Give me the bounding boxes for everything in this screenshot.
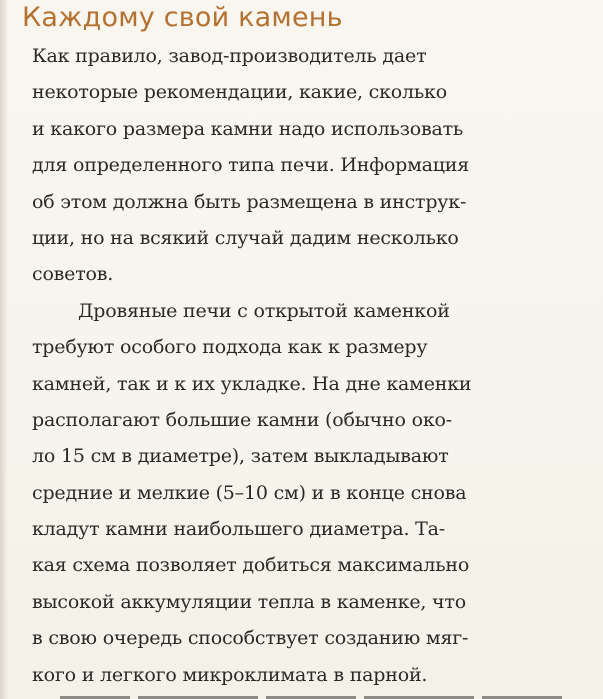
text-line: кладут камни наибольшего диаметра. Та- (32, 518, 445, 541)
text-line: ции, но на всякий случай дадим несколько (32, 226, 459, 249)
page-edge-shadow (0, 0, 8, 699)
text-line: кая схема позволяет добиться максимально (32, 554, 470, 577)
text-line: для определенного типа печи. Информация (32, 154, 470, 177)
text-line: ло 15 см в диаметре), затем выкладывают (32, 445, 449, 468)
text-line: требуют особого подхода как к размеру (32, 336, 428, 359)
text-line: советов. (32, 263, 114, 286)
text-line: Как правило, завод-производитель дает (32, 45, 427, 67)
article-body (32, 38, 592, 693)
text-line: камней, так и к их укладке. На дне каменки (32, 372, 472, 395)
text-line: высокой аккумуляции тепла в каменке, что (32, 590, 466, 613)
text-line: располагают большие камни (обычно око- (32, 408, 452, 431)
text-line: средние и мелкие (5–10 см) и в конце снова (32, 481, 467, 504)
text-line: в свою очередь способствует созданию мяг- (32, 627, 469, 650)
paragraph-1 (32, 38, 592, 293)
text-line: Дровяные печи с открытой каменкой (78, 299, 450, 322)
text-line: и какого размера камни надо использовать (32, 117, 464, 140)
text-line: об этом должна быть размещена в инструк- (32, 190, 467, 213)
section-heading: Каждому свой камень (22, 2, 343, 33)
text-line: некоторые рекомендации, какие, сколько (32, 81, 447, 104)
cropped-next-line (60, 688, 580, 699)
paragraph-2 (32, 293, 592, 693)
text-line: кого и легкого микроклимата в парной. (32, 663, 428, 686)
